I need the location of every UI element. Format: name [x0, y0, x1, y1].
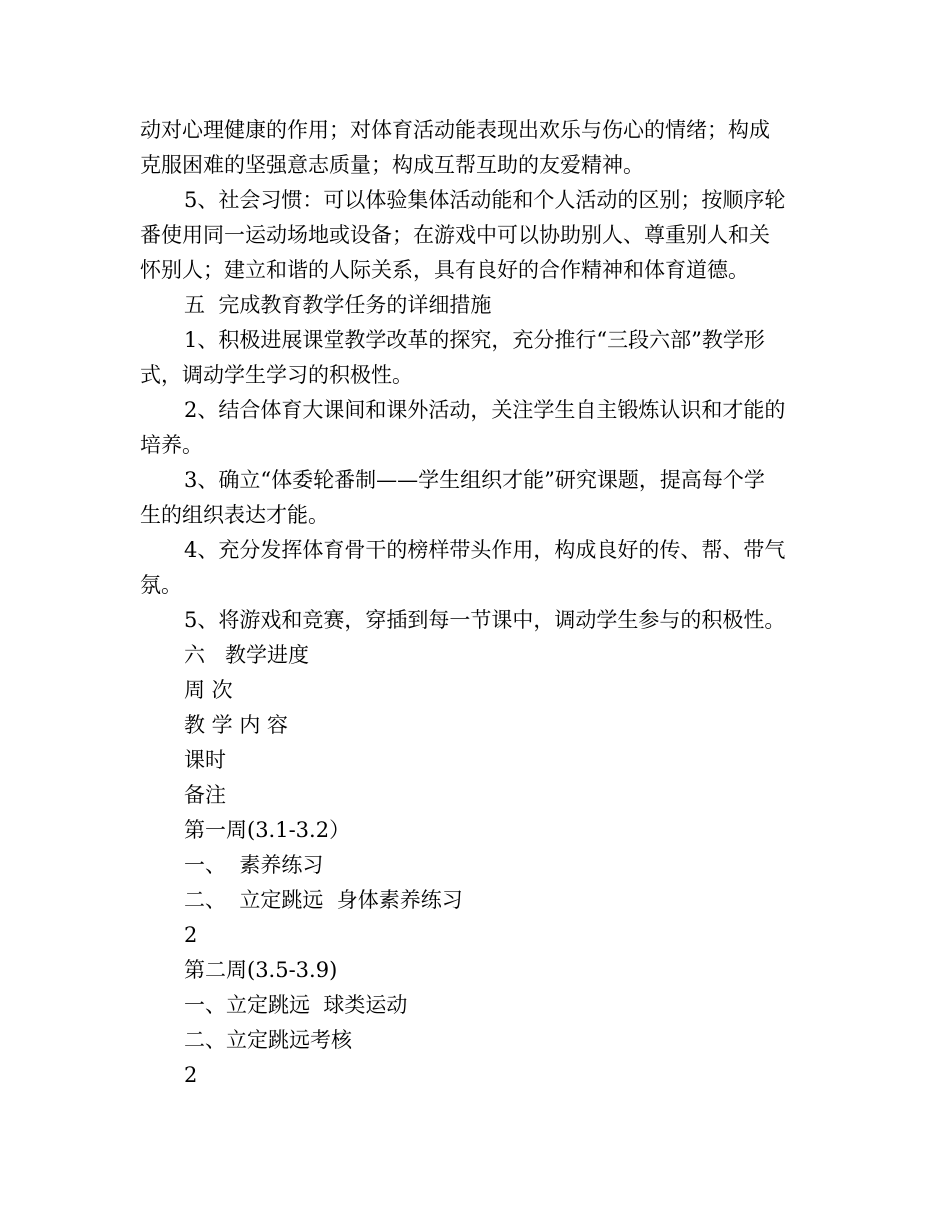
- text-line: 番使用同一运动场地或设备；在游戏中可以协助别人、尊重别人和关: [140, 223, 770, 247]
- section-heading: 六 教学进度: [184, 643, 310, 667]
- table-header-week: 周 次: [184, 678, 233, 702]
- week-content-item: 一、 素养练习: [184, 853, 324, 877]
- text-line: 4、充分发挥体育骨干的榜样带头作用，构成良好的传、帮、带气: [184, 538, 786, 562]
- text-line: 动对心理健康的作用；对体育活动能表现出欢乐与伤心的情绪；构成: [140, 118, 770, 142]
- table-header-content: 教 学 内 容: [184, 713, 289, 737]
- text-line: 3、确立“体委轮番制——学生组织才能”研究课题，提高每个学: [184, 468, 765, 492]
- week-hours: 2: [184, 1063, 198, 1087]
- text-line: 5、社会习惯：可以体验集体活动能和个人活动的区别；按顺序轮: [184, 188, 786, 212]
- text-line: 生的组织表达才能。: [140, 503, 329, 527]
- text-line: 2、结合体育大课间和课外活动，关注学生自主锻炼认识和才能的: [184, 398, 786, 422]
- week-content-item: 二、 立定跳远 身体素养练习: [184, 888, 463, 912]
- text-line: 培养。: [140, 433, 203, 457]
- text-line: 5、将游戏和竞赛，穿插到每一节课中，调动学生参与的积极性。: [184, 608, 786, 632]
- week-content-item: 一、立定跳远 球类运动: [184, 993, 408, 1017]
- document-body: [140, 113, 812, 1093]
- text-line: 氛。: [140, 573, 182, 597]
- week-label: 第二周(3.5-3.9): [184, 958, 338, 982]
- week-label: 第一周(3.1-3.2）: [184, 818, 351, 842]
- week-hours: 2: [184, 923, 198, 947]
- text-line: 1、积极进展课堂教学改革的探究，充分推行“三段六部”教学形: [184, 328, 765, 352]
- text-line: 式，调动学生学习的积极性。: [140, 363, 413, 387]
- section-heading: 五 完成教育教学任务的详细措施: [184, 293, 492, 317]
- table-header-notes: 备注: [184, 783, 226, 807]
- week-content-item: 二、立定跳远考核: [184, 1028, 352, 1052]
- table-header-hours: 课时: [184, 748, 226, 772]
- text-line: 怀别人；建立和谐的人际关系，具有良好的合作精神和体育道德。: [140, 258, 749, 282]
- text-line: 克服困难的坚强意志质量；构成互帮互助的友爱精神。: [140, 153, 644, 177]
